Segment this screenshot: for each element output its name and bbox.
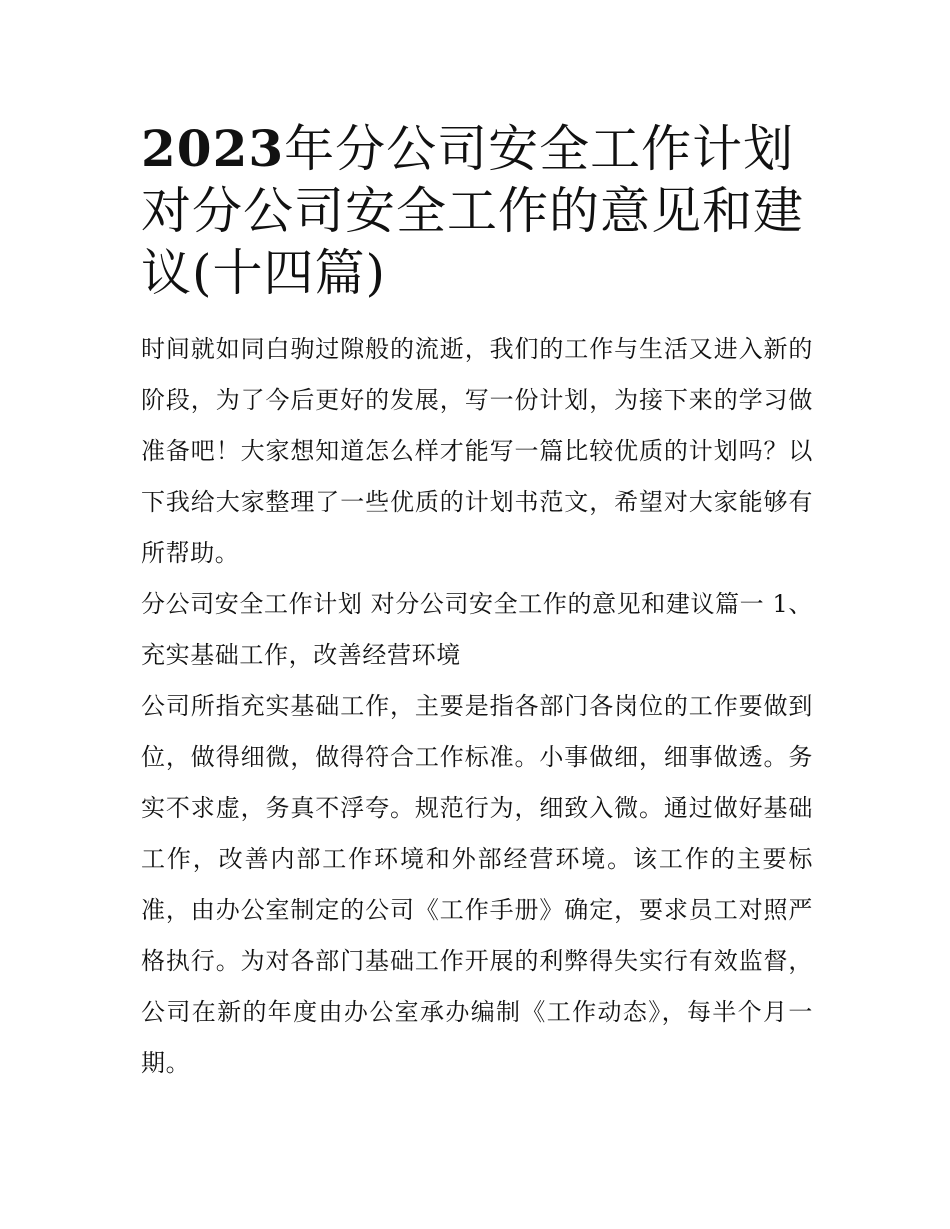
- document-body: [141, 324, 813, 1089]
- title-line-2: 对分公司安全工作的意见和建: [141, 182, 804, 240]
- body-paragraph: 公司所指充实基础工作，主要是指各部门各岗位的工作要做到位，做得细微，做得符合工作标准。小事做细，细事做透。务实不求虚，务真不浮夸。规范行为，细致入微。通过做好基础工作，改善内部工作环境和外部经营环境。该工作的主要标准，由办公室制定的公司《工作手册》确定，要求员工对照严格执行。为对各部门基础工作开展的利弊得失实行有效监督，公司在新的年度由办公室承办编制《工作动态》，每半个月一期。: [141, 692, 813, 1077]
- title-line-1-text: 年分公司安全工作计划: [284, 120, 795, 178]
- title-line-3: 议(十四篇): [141, 244, 387, 302]
- intro-paragraph: 时间就如同白驹过隙般的流逝，我们的工作与生活又进入新的阶段，为了今后更好的发展，写一份计划，为接下来的学习做准备吧！大家想知道怎么样才能写一篇比较优质的计划吗？以下我给大家整理了一些优质的计划书范文，希望对大家能够有所帮助。: [141, 335, 813, 567]
- title-year: 2023: [141, 119, 285, 178]
- title-line-1: [141, 118, 813, 180]
- document-page: [141, 118, 813, 1089]
- section-heading-paragraph: 分公司安全工作计划 对分公司安全工作的意见和建议篇一 1、充实基础工作，改善经营环境: [141, 590, 813, 669]
- document-title: [141, 118, 813, 304]
